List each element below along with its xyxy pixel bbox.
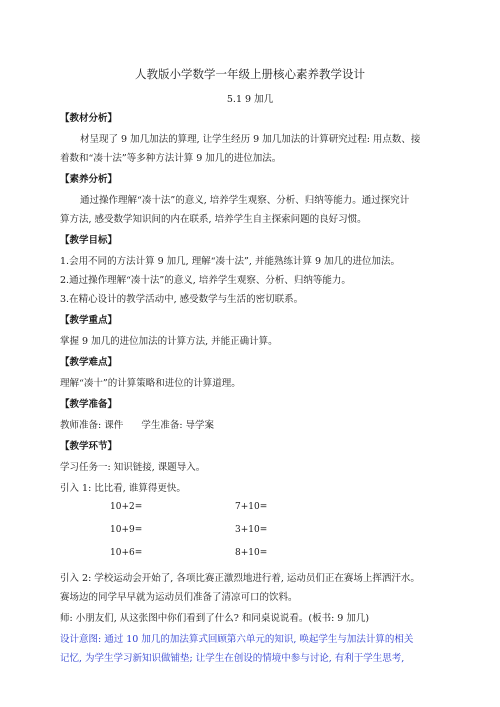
exercise-right: 8+10= bbox=[235, 548, 268, 558]
intro2-line: 赛场边的同学早早就为运动员们准备了清凉可口的饮料。 bbox=[60, 592, 298, 603]
exercise-left: 10+2= bbox=[110, 502, 143, 512]
heading-steps: 【教学环节】 bbox=[60, 441, 118, 452]
exercise-right: 7+10= bbox=[235, 502, 268, 512]
goal-line: 3.在精心设计的教学活动中, 感受数学与生活的密切联系。 bbox=[60, 294, 304, 305]
heading-difficult: 【教学难点】 bbox=[60, 357, 118, 368]
intro1-line: 引入 1: 比比看, 谁算得更快。 bbox=[60, 483, 186, 494]
page-title: 人教版小学数学一年级上册核心素养教学设计 bbox=[135, 67, 365, 81]
page-subtitle: 5.1 9 加几 bbox=[226, 94, 274, 105]
goal-line: 1.会用不同的方法计算 9 加几, 理解“凑十法”, 并能熟练计算 9 加几的进位加法。 bbox=[60, 256, 401, 267]
exercise-left: 10+6= bbox=[110, 548, 143, 558]
heading-analysis: 【教材分析】 bbox=[60, 113, 118, 124]
heading-key: 【教学重点】 bbox=[60, 315, 118, 326]
prep-line: 教师准备: 课件 学生准备: 导学案 bbox=[60, 420, 215, 431]
heading-prep: 【教学准备】 bbox=[60, 399, 118, 410]
heading-literacy: 【素养分析】 bbox=[60, 174, 118, 185]
literacy-line: 通过操作理解“凑十法”的意义, 培养学生观察、分析、归纳等能力。通过探究计 bbox=[80, 195, 410, 206]
difficult-line: 理解“凑十”的计算策略和进位的计算道理。 bbox=[60, 378, 241, 389]
analysis-line: 着数和“凑十法”等多种方法计算 9 加几的进位加法。 bbox=[60, 153, 282, 164]
exercise-right: 3+10= bbox=[235, 525, 268, 535]
task-line: 学习任务一: 知识链接, 课题导入。 bbox=[60, 462, 206, 473]
key-line: 掌握 9 加几的进位加法的计算方法, 并能正确计算。 bbox=[60, 336, 278, 347]
analysis-line: 材呈现了 9 加几加法的算理, 让学生经历 9 加几加法的计算研究过程: 用点数、接 bbox=[80, 134, 421, 145]
design-note-line: 设计意图: 通过 10 加几的加法算式回顾第六单元的知识, 唤起学生与加法计算的相关 bbox=[60, 634, 414, 645]
heading-goals: 【教学目标】 bbox=[60, 235, 118, 246]
design-note-line: 记忆, 为学生学习新知识做铺垫; 让学生在创设的情境中参与讨论, 有利于学生思考, bbox=[60, 653, 405, 664]
goal-line: 2.通过操作理解“凑十法”的意义, 培养学生观察、分析、归纳等能力。 bbox=[60, 275, 351, 286]
literacy-line: 算方法, 感受数学知识间的内在联系, 培养学生自主探索问题的良好习惯。 bbox=[60, 214, 367, 225]
exercise-left: 10+9= bbox=[110, 525, 143, 535]
teacher-line: 师: 小朋友们, 从这张图中你们看到了什么? 和同桌说说看。(板书: 9 加几) bbox=[60, 613, 370, 624]
intro2-line: 引入 2: 学校运动会开始了, 各项比赛正激烈地进行着, 运动员们正在赛场上挥洒汗水。 bbox=[60, 573, 420, 584]
